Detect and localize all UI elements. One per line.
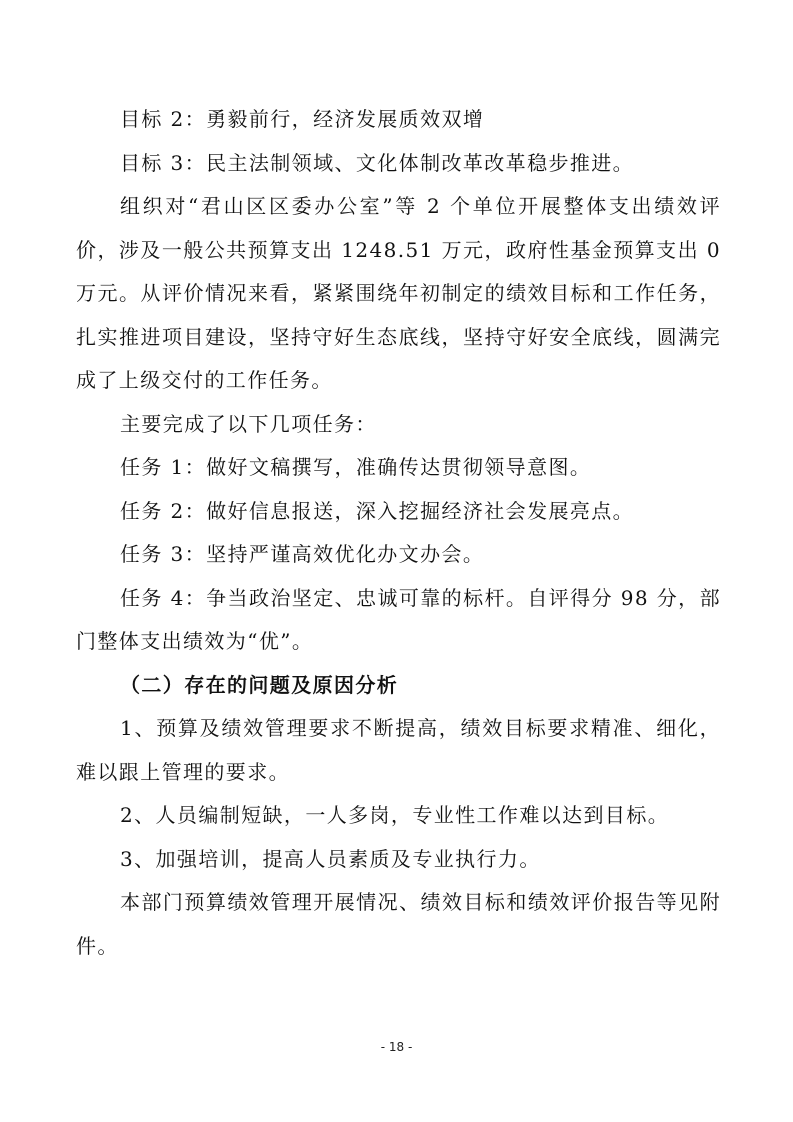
section-heading: （二）存在的问题及原因分析: [120, 672, 399, 697]
evaluation-summary-paragraph: 组织对“君山区区委办公室”等 2 个单位开展整体支出绩效评价，涉及一般公共预算支出 1248.51 万元，政府性基金预算支出 0 万元。从评价情况来看，紧紧围绕年初制定的绩效目标和工作任务，扎实推进项目建设，坚持守好生态底线，坚持守好安全底线，圆满完成了上级交付的工作任务。: [76, 194, 721, 392]
problem-2-paragraph: 2、人员编制短缺，一人多岗，专业性工作难以达到目标。: [120, 803, 670, 827]
task-4-paragraph: 任务 4：争当政治坚定、忠诚可靠的标杆。自评得分 98 分，部门整体支出绩效为“优”。: [76, 585, 721, 653]
task-1-paragraph: 任务 1：做好文稿撰写，准确传达贯彻领导意图。: [120, 455, 592, 479]
problem-3-paragraph: 3、加强培训，提高人员素质及专业执行力。: [120, 846, 541, 871]
document-body: [76, 98, 721, 968]
goal-2-paragraph: 目标 2：勇毅前行，经济发展质效双增: [120, 107, 485, 131]
goal-3-paragraph: 目标 3：民主法制领域、文化体制改革改革稳步推进。: [120, 150, 635, 175]
page-number: - 18 -: [380, 1040, 413, 1054]
task-3-paragraph: 任务 3：坚持严谨高效优化办文办会。: [120, 542, 485, 566]
problem-1-paragraph: 1、预算及绩效管理要求不断提高，绩效目标要求精准、细化，难以跟上管理的要求。: [76, 716, 721, 784]
attachment-note-paragraph: 本部门预算绩效管理开展情况、绩效目标和绩效评价报告等见附件。: [76, 890, 721, 958]
tasks-intro-paragraph: 主要完成了以下几项任务：: [120, 411, 377, 436]
task-2-paragraph: 任务 2：做好信息报送，深入挖掘经济社会发展亮点。: [120, 498, 635, 523]
